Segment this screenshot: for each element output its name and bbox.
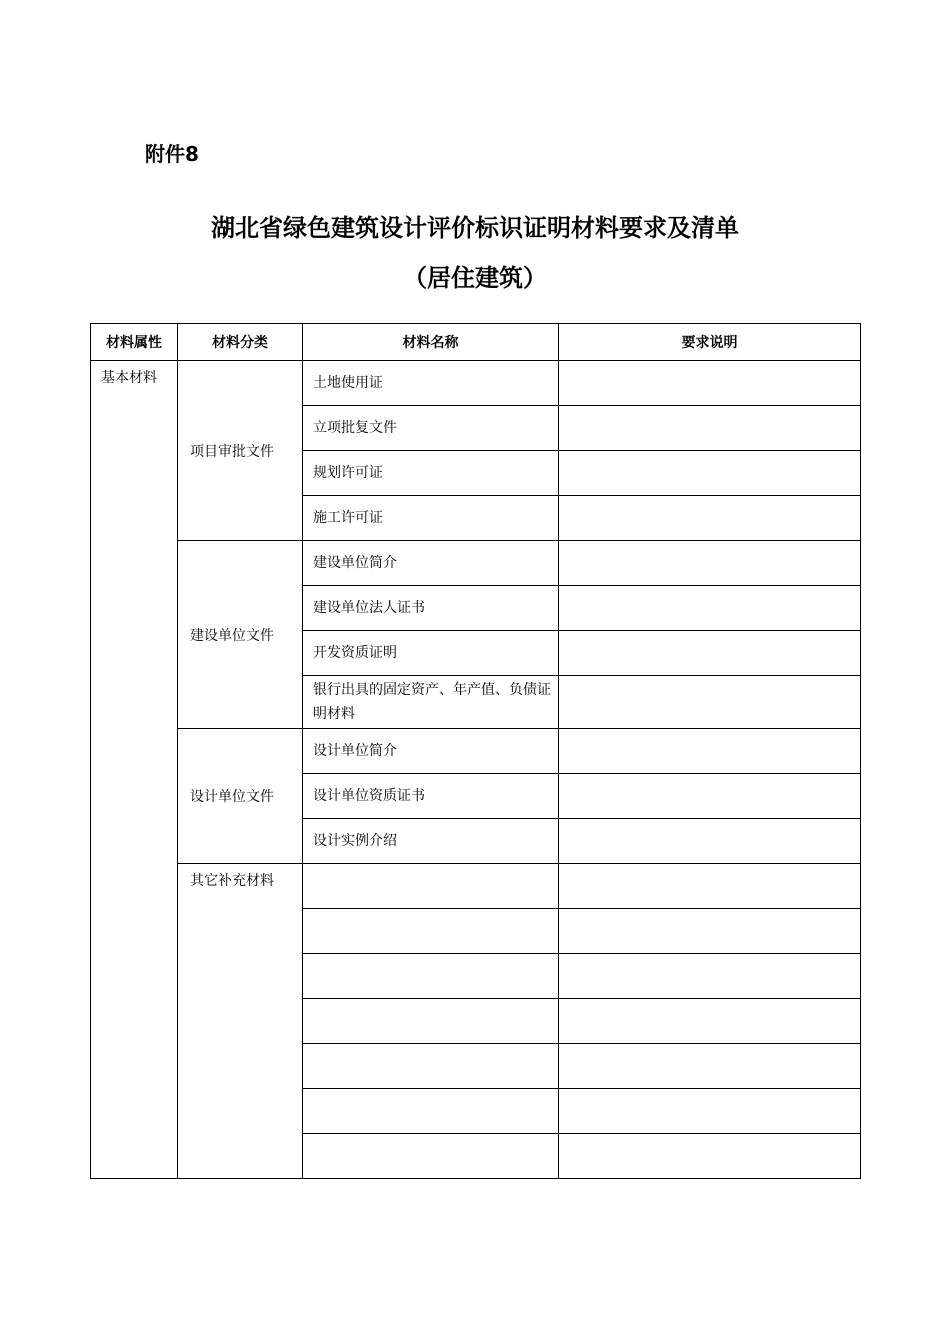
requirement-cell bbox=[559, 729, 861, 774]
column-header-notes: 要求说明 bbox=[559, 324, 861, 361]
material-name-cell: 设计单位资质证书 bbox=[303, 774, 559, 819]
material-name-cell bbox=[303, 909, 559, 954]
table-row bbox=[91, 729, 861, 774]
table-row bbox=[91, 864, 861, 909]
requirement-cell bbox=[559, 819, 861, 864]
requirement-cell bbox=[559, 909, 861, 954]
material-name-cell: 施工许可证 bbox=[303, 496, 559, 541]
material-name-cell: 设计实例介绍 bbox=[303, 819, 559, 864]
material-name-cell bbox=[303, 1134, 559, 1179]
requirement-cell bbox=[559, 541, 861, 586]
attribute-cell: 基本材料 bbox=[91, 361, 178, 1179]
document-subtitle: （居住建筑） bbox=[403, 264, 547, 292]
requirement-cell bbox=[559, 451, 861, 496]
requirement-cell bbox=[559, 586, 861, 631]
requirement-cell bbox=[559, 406, 861, 451]
requirement-cell bbox=[559, 676, 861, 729]
requirement-cell bbox=[559, 864, 861, 909]
document-title: 湖北省绿色建筑设计评价标识证明材料要求及清单 bbox=[211, 214, 739, 242]
material-name-cell bbox=[303, 1089, 559, 1134]
material-name-cell bbox=[303, 954, 559, 999]
requirement-cell bbox=[559, 774, 861, 819]
material-name-cell: 立项批复文件 bbox=[303, 406, 559, 451]
requirement-cell bbox=[559, 1044, 861, 1089]
table-row bbox=[91, 361, 861, 406]
column-header-category: 材料分类 bbox=[178, 324, 303, 361]
material-name-cell bbox=[303, 864, 559, 909]
material-name-cell: 建设单位简介 bbox=[303, 541, 559, 586]
material-name-cell: 规划许可证 bbox=[303, 451, 559, 496]
column-header-name: 材料名称 bbox=[303, 324, 559, 361]
category-cell: 建设单位文件 bbox=[178, 541, 303, 729]
material-name-cell bbox=[303, 999, 559, 1044]
table-header-row bbox=[91, 324, 861, 361]
material-name-cell bbox=[303, 1044, 559, 1089]
requirement-cell bbox=[559, 361, 861, 406]
category-cell: 项目审批文件 bbox=[178, 361, 303, 541]
material-name-cell: 银行出具的固定资产、年产值、负债证明材料 bbox=[303, 676, 559, 729]
materials-table bbox=[90, 323, 861, 1179]
material-name-cell: 开发资质证明 bbox=[303, 631, 559, 676]
requirement-cell bbox=[559, 496, 861, 541]
material-name-cell: 设计单位简介 bbox=[303, 729, 559, 774]
requirement-cell bbox=[559, 1134, 861, 1179]
category-cell: 设计单位文件 bbox=[178, 729, 303, 864]
requirement-cell bbox=[559, 954, 861, 999]
material-name-cell: 建设单位法人证书 bbox=[303, 586, 559, 631]
column-header-attribute: 材料属性 bbox=[91, 324, 178, 361]
category-cell: 其它补充材料 bbox=[178, 864, 303, 1179]
table-row bbox=[91, 541, 861, 586]
requirement-cell bbox=[559, 999, 861, 1044]
material-name-cell: 土地使用证 bbox=[303, 361, 559, 406]
attachment-label: 附件8 bbox=[145, 142, 199, 166]
requirement-cell bbox=[559, 631, 861, 676]
requirement-cell bbox=[559, 1089, 861, 1134]
